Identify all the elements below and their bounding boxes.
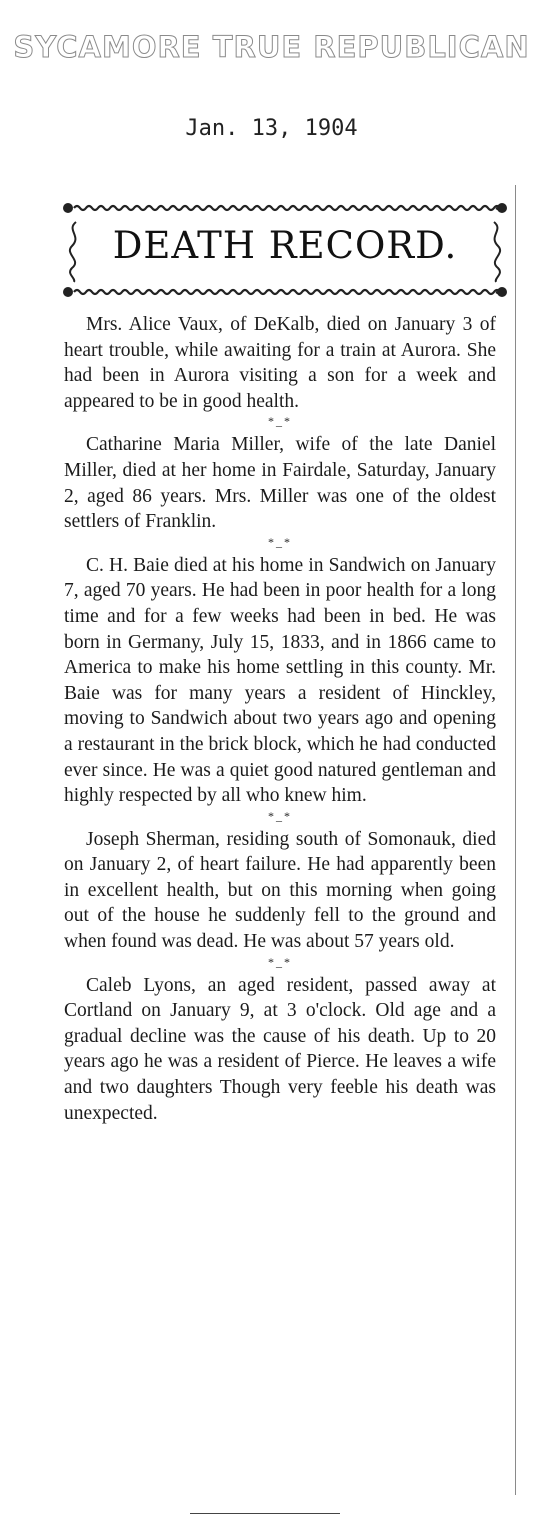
section-separator: *_* bbox=[268, 808, 292, 823]
newspaper-masthead: SYCAMORE TRUE REPUBLICAN bbox=[13, 30, 530, 64]
section-separator: *_* bbox=[268, 534, 292, 549]
publication-date: Jan. 13, 1904 bbox=[185, 116, 358, 141]
section-separator: *_* bbox=[268, 954, 292, 969]
death-record-article bbox=[64, 312, 496, 1126]
section-separator: *_* bbox=[268, 414, 292, 429]
obituary-caleb-lyons: Caleb Lyons, an aged resident, passed away at Cortland on January 9, at 3 o'clock. Old age and a gradual decline was the cause of his death. Up to 20 years ago he was a resident of Pierce. He leaves a wife and two daughters Though very feeble his death was unexpected. bbox=[64, 974, 496, 1124]
obituary-ch-baie: C. H. Baie died at his home in Sandwich on January 7, aged 70 years. He had been in poor health for a long time and for a few weeks had been in bed. He was born in Germany, July 15, 1833, and in 1866 came to America to make his home settling in this county. Mr. Baie was for many years a resident of Hinckley, moving to Sandwich about two years ago and opening a restaurant in the brick block, which he had conducted ever since. He was a quiet good natured gentleman and highly respected by all who knew him. bbox=[64, 554, 496, 807]
end-rule bbox=[190, 1513, 340, 1514]
obituary-catharine-miller: Catharine Maria Miller, wife of the late Daniel Miller, died at her home in Fairdale, Saturday, January 2, aged 86 years. Mrs. Miller was one of the oldest settlers of Franklin. bbox=[64, 434, 496, 533]
column-rule bbox=[515, 185, 516, 1495]
corner-ornament-icon bbox=[497, 203, 507, 213]
headline: DEATH RECORD. bbox=[112, 224, 458, 267]
obituary-joseph-sherman: Joseph Sherman, residing south of Somonauk, died on January 2, of heart failure. He had apparently been in excellent health, but on this morning when going out of the house he suddenly fell to the ground and when found was dead. He was about 57 years old. bbox=[64, 828, 496, 953]
corner-ornament-icon bbox=[497, 287, 507, 297]
corner-ornament-icon bbox=[63, 287, 73, 297]
corner-ornament-icon bbox=[63, 203, 73, 213]
obituary-alice-vaux: Mrs. Alice Vaux, of DeKalb, died on January 3 of heart trouble, while awaiting for a train at Aurora. She had been in Aurora visiting a son for a week and appeared to be in good health. bbox=[64, 314, 496, 412]
headline-ornamental-frame bbox=[60, 196, 510, 300]
